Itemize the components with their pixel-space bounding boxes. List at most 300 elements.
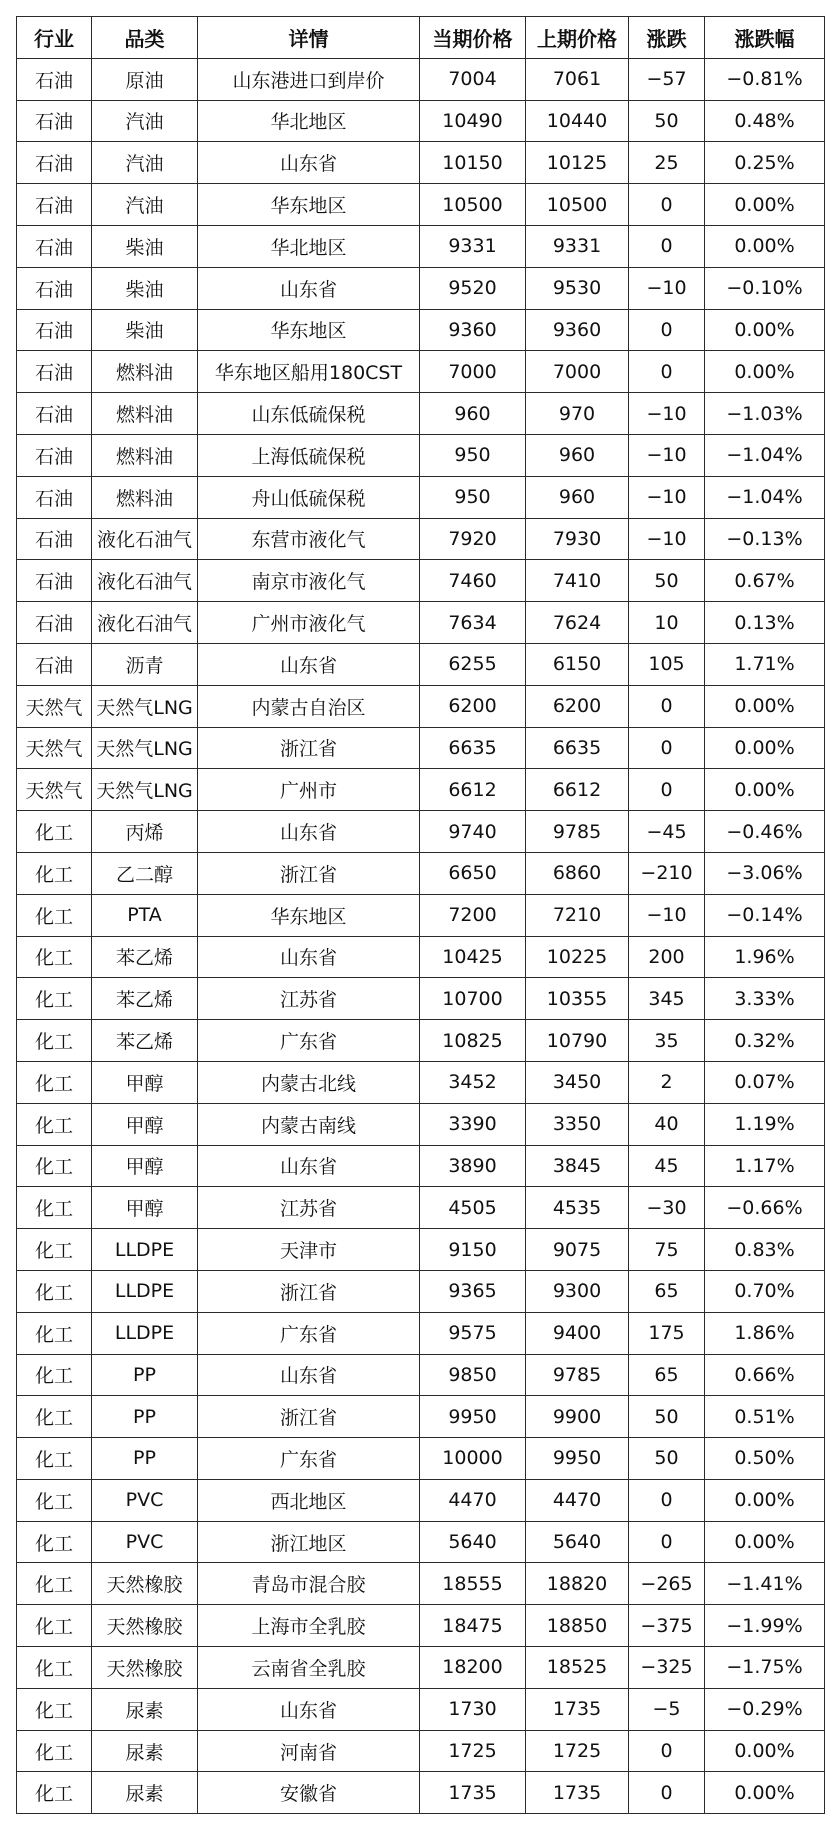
detail-cell: 上海市全乳胶: [198, 1605, 420, 1647]
change-percent-cell: 0.25%: [705, 142, 825, 184]
category-cell: PP: [92, 1396, 198, 1438]
detail-cell: 东营市液化气: [198, 518, 420, 560]
category-cell: 苯乙烯: [92, 1020, 198, 1062]
change-percent-cell: 0.00%: [705, 1730, 825, 1772]
current-price-cell: 4505: [420, 1187, 526, 1229]
detail-cell: 南京市液化气: [198, 560, 420, 602]
change-cell: 0: [629, 1521, 705, 1563]
current-price-cell: 7460: [420, 560, 526, 602]
category-cell: 汽油: [92, 184, 198, 226]
previous-price-cell: 6635: [526, 727, 629, 769]
category-cell: PVC: [92, 1521, 198, 1563]
category-cell: PP: [92, 1438, 198, 1480]
previous-price-cell: 4535: [526, 1187, 629, 1229]
category-cell: 甲醇: [92, 1103, 198, 1145]
change-cell: −10: [629, 476, 705, 518]
change-cell: −210: [629, 852, 705, 894]
detail-cell: 山东省: [198, 142, 420, 184]
industry-cell: 化工: [17, 1605, 92, 1647]
category-cell: 苯乙烯: [92, 936, 198, 978]
category-cell: 尿素: [92, 1772, 198, 1814]
change-cell: −10: [629, 267, 705, 309]
previous-price-cell: 9950: [526, 1438, 629, 1480]
category-cell: 燃料油: [92, 351, 198, 393]
table-row: [17, 1312, 825, 1354]
detail-cell: 江苏省: [198, 978, 420, 1020]
industry-cell: 石油: [17, 476, 92, 518]
change-cell: −5: [629, 1688, 705, 1730]
table-row: [17, 1103, 825, 1145]
detail-cell: 西北地区: [198, 1479, 420, 1521]
current-price-cell: 7634: [420, 602, 526, 644]
detail-cell: 云南省全乳胶: [198, 1647, 420, 1689]
previous-price-cell: 10225: [526, 936, 629, 978]
change-cell: 75: [629, 1229, 705, 1271]
detail-cell: 山东省: [198, 811, 420, 853]
change-cell: −10: [629, 434, 705, 476]
industry-cell: 化工: [17, 1145, 92, 1187]
change-percent-cell: −0.46%: [705, 811, 825, 853]
current-price-cell: 960: [420, 393, 526, 435]
change-percent-cell: 0.48%: [705, 100, 825, 142]
header-previous-price: 上期价格: [526, 17, 629, 59]
detail-cell: 山东省: [198, 1688, 420, 1730]
detail-cell: 山东省: [198, 1354, 420, 1396]
current-price-cell: 6255: [420, 643, 526, 685]
change-percent-cell: 0.32%: [705, 1020, 825, 1062]
category-cell: 液化石油气: [92, 560, 198, 602]
current-price-cell: 1730: [420, 1688, 526, 1730]
detail-cell: 广东省: [198, 1020, 420, 1062]
industry-cell: 石油: [17, 58, 92, 100]
industry-cell: 石油: [17, 184, 92, 226]
industry-cell: 化工: [17, 936, 92, 978]
change-percent-cell: 0.70%: [705, 1270, 825, 1312]
detail-cell: 华东地区: [198, 184, 420, 226]
table-row: [17, 1270, 825, 1312]
previous-price-cell: 9331: [526, 225, 629, 267]
category-cell: 天然橡胶: [92, 1605, 198, 1647]
previous-price-cell: 9075: [526, 1229, 629, 1271]
change-percent-cell: 1.86%: [705, 1312, 825, 1354]
change-percent-cell: 1.71%: [705, 643, 825, 685]
category-cell: PVC: [92, 1479, 198, 1521]
change-cell: −10: [629, 393, 705, 435]
change-cell: 2: [629, 1061, 705, 1103]
industry-cell: 化工: [17, 1438, 92, 1480]
current-price-cell: 3890: [420, 1145, 526, 1187]
category-cell: 燃料油: [92, 434, 198, 476]
table-row: [17, 351, 825, 393]
table-row: [17, 1563, 825, 1605]
current-price-cell: 18475: [420, 1605, 526, 1647]
change-cell: 0: [629, 1730, 705, 1772]
previous-price-cell: 6860: [526, 852, 629, 894]
previous-price-cell: 6612: [526, 769, 629, 811]
industry-cell: 化工: [17, 1312, 92, 1354]
previous-price-cell: 6150: [526, 643, 629, 685]
detail-cell: 内蒙古南线: [198, 1103, 420, 1145]
industry-cell: 化工: [17, 1772, 92, 1814]
industry-cell: 石油: [17, 351, 92, 393]
detail-cell: 华北地区: [198, 225, 420, 267]
detail-cell: 浙江地区: [198, 1521, 420, 1563]
category-cell: 天然气LNG: [92, 727, 198, 769]
detail-cell: 广州市液化气: [198, 602, 420, 644]
industry-cell: 化工: [17, 1229, 92, 1271]
table-row: [17, 978, 825, 1020]
detail-cell: 内蒙古自治区: [198, 685, 420, 727]
current-price-cell: 6635: [420, 727, 526, 769]
change-cell: −30: [629, 1187, 705, 1229]
industry-cell: 石油: [17, 643, 92, 685]
table-row: [17, 811, 825, 853]
detail-cell: 华东地区: [198, 894, 420, 936]
change-percent-cell: −1.04%: [705, 434, 825, 476]
current-price-cell: 6612: [420, 769, 526, 811]
table-row: [17, 1605, 825, 1647]
industry-cell: 天然气: [17, 769, 92, 811]
table-row: [17, 58, 825, 100]
previous-price-cell: 3845: [526, 1145, 629, 1187]
category-cell: 天然气LNG: [92, 685, 198, 727]
table-row: [17, 184, 825, 226]
previous-price-cell: 7210: [526, 894, 629, 936]
category-cell: 液化石油气: [92, 602, 198, 644]
industry-cell: 化工: [17, 852, 92, 894]
industry-cell: 石油: [17, 267, 92, 309]
change-percent-cell: −3.06%: [705, 852, 825, 894]
change-cell: −57: [629, 58, 705, 100]
current-price-cell: 1735: [420, 1772, 526, 1814]
industry-cell: 化工: [17, 978, 92, 1020]
previous-price-cell: 10440: [526, 100, 629, 142]
header-detail: 详情: [198, 17, 420, 59]
current-price-cell: 10700: [420, 978, 526, 1020]
industry-cell: 化工: [17, 1647, 92, 1689]
category-cell: 甲醇: [92, 1061, 198, 1103]
previous-price-cell: 3350: [526, 1103, 629, 1145]
category-cell: 天然橡胶: [92, 1563, 198, 1605]
previous-price-cell: 7000: [526, 351, 629, 393]
previous-price-cell: 4470: [526, 1479, 629, 1521]
current-price-cell: 18555: [420, 1563, 526, 1605]
category-cell: PP: [92, 1354, 198, 1396]
detail-cell: 广州市: [198, 769, 420, 811]
current-price-cell: 7920: [420, 518, 526, 560]
table-row: [17, 100, 825, 142]
previous-price-cell: 18820: [526, 1563, 629, 1605]
current-price-cell: 7000: [420, 351, 526, 393]
category-cell: 燃料油: [92, 393, 198, 435]
table-row: [17, 1730, 825, 1772]
previous-price-cell: 18525: [526, 1647, 629, 1689]
category-cell: 柴油: [92, 309, 198, 351]
category-cell: 尿素: [92, 1730, 198, 1772]
change-percent-cell: 0.00%: [705, 309, 825, 351]
price-table: [16, 16, 825, 1814]
table-row: [17, 1061, 825, 1103]
change-cell: 200: [629, 936, 705, 978]
previous-price-cell: 18850: [526, 1605, 629, 1647]
industry-cell: 石油: [17, 142, 92, 184]
change-percent-cell: 0.13%: [705, 602, 825, 644]
header-current-price: 当期价格: [420, 17, 526, 59]
table-row: [17, 267, 825, 309]
change-cell: 0: [629, 225, 705, 267]
change-percent-cell: −1.03%: [705, 393, 825, 435]
current-price-cell: 10150: [420, 142, 526, 184]
current-price-cell: 950: [420, 434, 526, 476]
previous-price-cell: 10500: [526, 184, 629, 226]
change-percent-cell: −0.29%: [705, 1688, 825, 1730]
previous-price-cell: 7624: [526, 602, 629, 644]
previous-price-cell: 7930: [526, 518, 629, 560]
table-row: [17, 225, 825, 267]
current-price-cell: 4470: [420, 1479, 526, 1521]
change-percent-cell: −0.13%: [705, 518, 825, 560]
price-table-container: [16, 16, 825, 1814]
table-row: [17, 393, 825, 435]
change-cell: 105: [629, 643, 705, 685]
detail-cell: 广东省: [198, 1312, 420, 1354]
current-price-cell: 10500: [420, 184, 526, 226]
industry-cell: 石油: [17, 560, 92, 602]
current-price-cell: 9740: [420, 811, 526, 853]
table-row: [17, 1521, 825, 1563]
change-cell: 45: [629, 1145, 705, 1187]
header-industry: 行业: [17, 17, 92, 59]
table-row: [17, 1647, 825, 1689]
current-price-cell: 9850: [420, 1354, 526, 1396]
change-cell: 0: [629, 309, 705, 351]
change-percent-cell: 0.00%: [705, 184, 825, 226]
change-percent-cell: 1.17%: [705, 1145, 825, 1187]
detail-cell: 江苏省: [198, 1187, 420, 1229]
category-cell: 丙烯: [92, 811, 198, 853]
detail-cell: 山东省: [198, 936, 420, 978]
industry-cell: 化工: [17, 1730, 92, 1772]
detail-cell: 浙江省: [198, 1396, 420, 1438]
table-row: [17, 894, 825, 936]
change-cell: 50: [629, 1396, 705, 1438]
category-cell: LLDPE: [92, 1229, 198, 1271]
change-percent-cell: 0.00%: [705, 769, 825, 811]
category-cell: 燃料油: [92, 476, 198, 518]
current-price-cell: 10490: [420, 100, 526, 142]
category-cell: LLDPE: [92, 1270, 198, 1312]
detail-cell: 山东省: [198, 643, 420, 685]
table-row: [17, 1438, 825, 1480]
current-price-cell: 950: [420, 476, 526, 518]
table-row: [17, 1187, 825, 1229]
previous-price-cell: 1725: [526, 1730, 629, 1772]
current-price-cell: 9360: [420, 309, 526, 351]
industry-cell: 石油: [17, 393, 92, 435]
detail-cell: 浙江省: [198, 727, 420, 769]
table-row: [17, 476, 825, 518]
detail-cell: 广东省: [198, 1438, 420, 1480]
previous-price-cell: 5640: [526, 1521, 629, 1563]
table-row: [17, 1354, 825, 1396]
category-cell: 苯乙烯: [92, 978, 198, 1020]
table-row: [17, 1396, 825, 1438]
detail-cell: 山东省: [198, 1145, 420, 1187]
industry-cell: 化工: [17, 1270, 92, 1312]
previous-price-cell: 9900: [526, 1396, 629, 1438]
change-cell: 0: [629, 769, 705, 811]
table-row: [17, 602, 825, 644]
header-category: 品类: [92, 17, 198, 59]
previous-price-cell: 6200: [526, 685, 629, 727]
change-cell: 0: [629, 351, 705, 393]
table-row: [17, 1479, 825, 1521]
detail-cell: 安徽省: [198, 1772, 420, 1814]
detail-cell: 山东低硫保税: [198, 393, 420, 435]
current-price-cell: 9520: [420, 267, 526, 309]
change-cell: 40: [629, 1103, 705, 1145]
change-cell: 35: [629, 1020, 705, 1062]
header-change-percent: 涨跌幅: [705, 17, 825, 59]
current-price-cell: 10425: [420, 936, 526, 978]
industry-cell: 石油: [17, 225, 92, 267]
change-percent-cell: −1.41%: [705, 1563, 825, 1605]
table-body: [17, 58, 825, 1813]
previous-price-cell: 9300: [526, 1270, 629, 1312]
previous-price-cell: 7061: [526, 58, 629, 100]
previous-price-cell: 3450: [526, 1061, 629, 1103]
detail-cell: 华东地区: [198, 309, 420, 351]
change-percent-cell: −0.14%: [705, 894, 825, 936]
category-cell: 甲醇: [92, 1187, 198, 1229]
change-percent-cell: 0.50%: [705, 1438, 825, 1480]
previous-price-cell: 960: [526, 476, 629, 518]
industry-cell: 化工: [17, 1061, 92, 1103]
industry-cell: 石油: [17, 518, 92, 560]
change-percent-cell: −0.81%: [705, 58, 825, 100]
change-cell: −375: [629, 1605, 705, 1647]
change-cell: 0: [629, 685, 705, 727]
current-price-cell: 7004: [420, 58, 526, 100]
current-price-cell: 1725: [420, 1730, 526, 1772]
table-row: [17, 1020, 825, 1062]
current-price-cell: 6200: [420, 685, 526, 727]
current-price-cell: 9365: [420, 1270, 526, 1312]
industry-cell: 化工: [17, 1396, 92, 1438]
previous-price-cell: 7410: [526, 560, 629, 602]
table-row: [17, 142, 825, 184]
change-cell: 0: [629, 1772, 705, 1814]
category-cell: 沥青: [92, 643, 198, 685]
table-row: [17, 643, 825, 685]
change-cell: −45: [629, 811, 705, 853]
change-percent-cell: 1.96%: [705, 936, 825, 978]
change-percent-cell: 1.19%: [705, 1103, 825, 1145]
change-percent-cell: 0.00%: [705, 1772, 825, 1814]
change-percent-cell: −0.10%: [705, 267, 825, 309]
previous-price-cell: 970: [526, 393, 629, 435]
detail-cell: 华北地区: [198, 100, 420, 142]
category-cell: 柴油: [92, 267, 198, 309]
change-percent-cell: 3.33%: [705, 978, 825, 1020]
change-cell: 25: [629, 142, 705, 184]
industry-cell: 石油: [17, 602, 92, 644]
change-cell: 175: [629, 1312, 705, 1354]
detail-cell: 河南省: [198, 1730, 420, 1772]
industry-cell: 化工: [17, 1563, 92, 1605]
change-cell: −10: [629, 518, 705, 560]
change-percent-cell: 0.66%: [705, 1354, 825, 1396]
industry-cell: 石油: [17, 434, 92, 476]
change-cell: 10: [629, 602, 705, 644]
category-cell: 柴油: [92, 225, 198, 267]
category-cell: 液化石油气: [92, 518, 198, 560]
category-cell: 汽油: [92, 142, 198, 184]
previous-price-cell: 10790: [526, 1020, 629, 1062]
change-percent-cell: −1.04%: [705, 476, 825, 518]
change-cell: 0: [629, 727, 705, 769]
change-cell: −265: [629, 1563, 705, 1605]
header-change: 涨跌: [629, 17, 705, 59]
change-cell: 50: [629, 560, 705, 602]
industry-cell: 化工: [17, 1020, 92, 1062]
table-row: [17, 518, 825, 560]
industry-cell: 化工: [17, 1187, 92, 1229]
table-row: [17, 769, 825, 811]
change-cell: 65: [629, 1354, 705, 1396]
category-cell: PTA: [92, 894, 198, 936]
change-percent-cell: 0.00%: [705, 225, 825, 267]
table-row: [17, 1229, 825, 1271]
change-percent-cell: −1.75%: [705, 1647, 825, 1689]
current-price-cell: 9331: [420, 225, 526, 267]
current-price-cell: 10825: [420, 1020, 526, 1062]
industry-cell: 天然气: [17, 727, 92, 769]
table-row: [17, 1688, 825, 1730]
current-price-cell: 9575: [420, 1312, 526, 1354]
current-price-cell: 3452: [420, 1061, 526, 1103]
industry-cell: 石油: [17, 100, 92, 142]
change-cell: 345: [629, 978, 705, 1020]
previous-price-cell: 9785: [526, 1354, 629, 1396]
table-row: [17, 936, 825, 978]
previous-price-cell: 9530: [526, 267, 629, 309]
change-percent-cell: 0.00%: [705, 685, 825, 727]
change-percent-cell: 0.51%: [705, 1396, 825, 1438]
previous-price-cell: 10125: [526, 142, 629, 184]
change-percent-cell: 0.00%: [705, 727, 825, 769]
previous-price-cell: 1735: [526, 1688, 629, 1730]
industry-cell: 化工: [17, 1479, 92, 1521]
category-cell: 天然气LNG: [92, 769, 198, 811]
previous-price-cell: 9400: [526, 1312, 629, 1354]
detail-cell: 舟山低硫保税: [198, 476, 420, 518]
change-percent-cell: 0.07%: [705, 1061, 825, 1103]
table-row: [17, 560, 825, 602]
change-percent-cell: 0.00%: [705, 1521, 825, 1563]
detail-cell: 天津市: [198, 1229, 420, 1271]
header-row: [17, 17, 825, 59]
table-row: [17, 1772, 825, 1814]
industry-cell: 天然气: [17, 685, 92, 727]
category-cell: 尿素: [92, 1688, 198, 1730]
category-cell: 天然橡胶: [92, 1647, 198, 1689]
current-price-cell: 7200: [420, 894, 526, 936]
industry-cell: 石油: [17, 309, 92, 351]
table-row: [17, 727, 825, 769]
table-row: [17, 434, 825, 476]
change-percent-cell: 0.83%: [705, 1229, 825, 1271]
